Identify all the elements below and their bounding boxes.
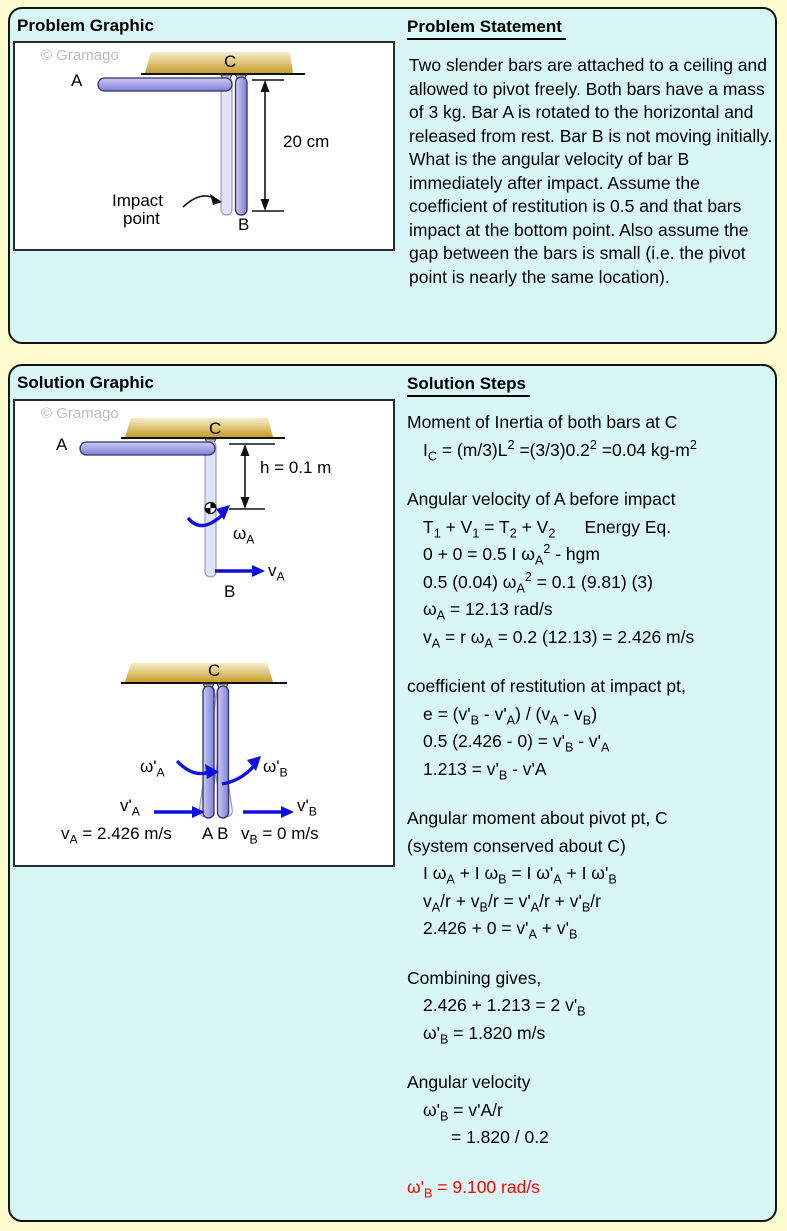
solution-step-line: $\omega_A = 12.13$ rad/s: [423, 599, 553, 623]
solution-step-line: coefficient of restitution at impact pt,: [407, 676, 686, 696]
solution-steps-column: [407, 374, 779, 1201]
solution-step-line: Angular velocity: [407, 1072, 531, 1092]
solution-step-line: Angular moment about pivot pt, C: [407, 808, 668, 828]
solution-panel: [8, 364, 777, 1222]
bar-a: [98, 78, 232, 91]
problem-panel: [8, 7, 777, 344]
omega-b-prime-label: $\omega'_B$: [263, 757, 288, 780]
ab-labels: A B: [202, 824, 229, 843]
v-a-prime-label: $v'_A$: [120, 796, 140, 819]
label-a: A: [56, 435, 68, 454]
problem-statement-column: [407, 17, 779, 289]
solution-step-section: [407, 409, 779, 464]
label-b: B: [238, 215, 250, 234]
v-b-prime-arrowhead: [281, 806, 294, 818]
bar-a: [80, 442, 215, 455]
impact-point-label: Impact: [112, 191, 164, 210]
watermark: © Gramago: [41, 405, 119, 422]
bar-b: [236, 77, 248, 215]
solution-step-line: 2.426 + 1.213 = 2 $v'_B$: [423, 995, 586, 1019]
label-a: A: [71, 71, 83, 90]
solution-step-section: [407, 1174, 779, 1202]
bar-b: [218, 686, 229, 818]
h-dimension-label: h = 0.1 m: [260, 458, 332, 477]
solution-step-line: $1.213 = v'_B - v'A$: [423, 758, 547, 782]
solution-steps-list: [407, 409, 779, 1201]
v-a-label: $v_A$: [268, 561, 285, 584]
solution-step-line: $\omega'_B = v'A/r$: [423, 1099, 503, 1123]
watermark: © Gramago: [41, 47, 119, 64]
solution-step-section: [407, 673, 779, 783]
solution-step-section: [407, 486, 779, 651]
solution-step-line: $e = (v'_B - v'_A) / (v_A - v_B)$: [423, 703, 598, 727]
solution-step-line: (system conserved about C): [407, 835, 626, 856]
solution-step-line: $T_1 + V_1 = T_2 + V_2$ Energy Eq.: [423, 516, 672, 540]
ceiling: [125, 418, 273, 437]
solution-step-line: $v_A = r$ $\omega_A = 0.2$ (12.13) = 2.426 m/s: [423, 626, 695, 650]
center-of-mass-icon: [205, 503, 216, 514]
label-b: B: [224, 582, 236, 601]
solution-step-line: $\omega'_B = 1.820$ m/s: [423, 1022, 546, 1046]
problem-statement-title: Problem Statement: [407, 17, 566, 40]
impact-point-label: point: [123, 209, 160, 228]
solution-diagram: [15, 401, 393, 865]
solution-step-line: $v_A/r + v_B/r = v'_A/r + v'_B/r$: [423, 890, 601, 914]
solution-step-line: Angular velocity of A before impact: [407, 489, 676, 509]
dimension-arrowhead: [261, 199, 270, 211]
ghost-bar: [221, 77, 232, 215]
solution-step-line: Moment of Inertia of both bars at C: [407, 412, 678, 432]
solution-step-line: 0.5 (0.04) $\omega_A^2 = 0.1$ (9.81) (3): [423, 569, 653, 595]
solution-steps-title: Solution Steps: [407, 374, 530, 397]
dimension-arrowhead: [241, 444, 250, 456]
dimension-label: 20 cm: [283, 132, 330, 151]
problem-graphic-box: [13, 41, 395, 251]
omega-a-prime-label: $\omega'_A$: [140, 757, 165, 780]
dimension-arrowhead: [241, 497, 250, 509]
solution-step-line: 0.5 $(2.426 - 0) = v'_B - v'_A$: [423, 731, 610, 755]
solution-step-section: [407, 965, 779, 1048]
problem-statement-text: Two slender bars are attached to a ceiling and allowed to pivot freely. Both bars have a mass of 3 kg. Bar A is rotated to the horizontal and released from rest. Bar B is not moving initially. What is the angular velocity of bar B immediately after impact. Assume the coefficient of restitution is 0.5 and that bars impact at the bottom point. Also assume the gap between the bars is small (i.e. the pivot point is nearly the same location).: [409, 55, 773, 287]
v-a-arrowhead: [252, 565, 265, 577]
label-c: C: [208, 661, 221, 680]
solution-step-line: 0 + 0 = 0.5 I $\omega_A^2$ - hgm: [423, 542, 600, 568]
v-b-prime-label: $v'_B$: [297, 796, 317, 819]
va-value-label: $v_A = 2.426$ m/s: [61, 824, 172, 847]
solution-step-line: I $\omega_A + I$ $\omega_B = I$ $\omega'_A + I$ $\omega'_B$: [423, 863, 617, 887]
ceiling: [125, 663, 273, 682]
problem-graphic-title: Problem Graphic: [17, 16, 154, 35]
impact-pointer-arrowhead: [210, 194, 222, 205]
solution-step-line: $2.426 + 0 = v'_A + v'_B$: [423, 918, 578, 942]
ceiling: [145, 52, 293, 73]
solution-graphic-box: [13, 399, 395, 867]
omega-a-label: $\omega_A$: [233, 524, 255, 547]
solution-step-line: Combining gives,: [407, 967, 542, 988]
solution-step-section: [407, 805, 779, 943]
solution-graphic-title: Solution Graphic: [17, 373, 154, 392]
solution-step-line: $I_C = (m/3)L^2 =(3/3)0.2^2 =0.04$ $kg-m^2$: [423, 437, 697, 463]
solution-step-line: = 1.820 / 0.2: [451, 1127, 549, 1147]
label-c: C: [209, 419, 222, 438]
bar-a: [203, 686, 214, 818]
dimension-arrowhead: [261, 80, 270, 92]
solution-step-section: [407, 1069, 779, 1152]
vb-value-label: $v_B = 0$ m/s: [241, 824, 319, 847]
solution-step-line: $\omega'_B = 9.100$ rad/s: [407, 1176, 540, 1200]
label-c: C: [224, 52, 237, 71]
